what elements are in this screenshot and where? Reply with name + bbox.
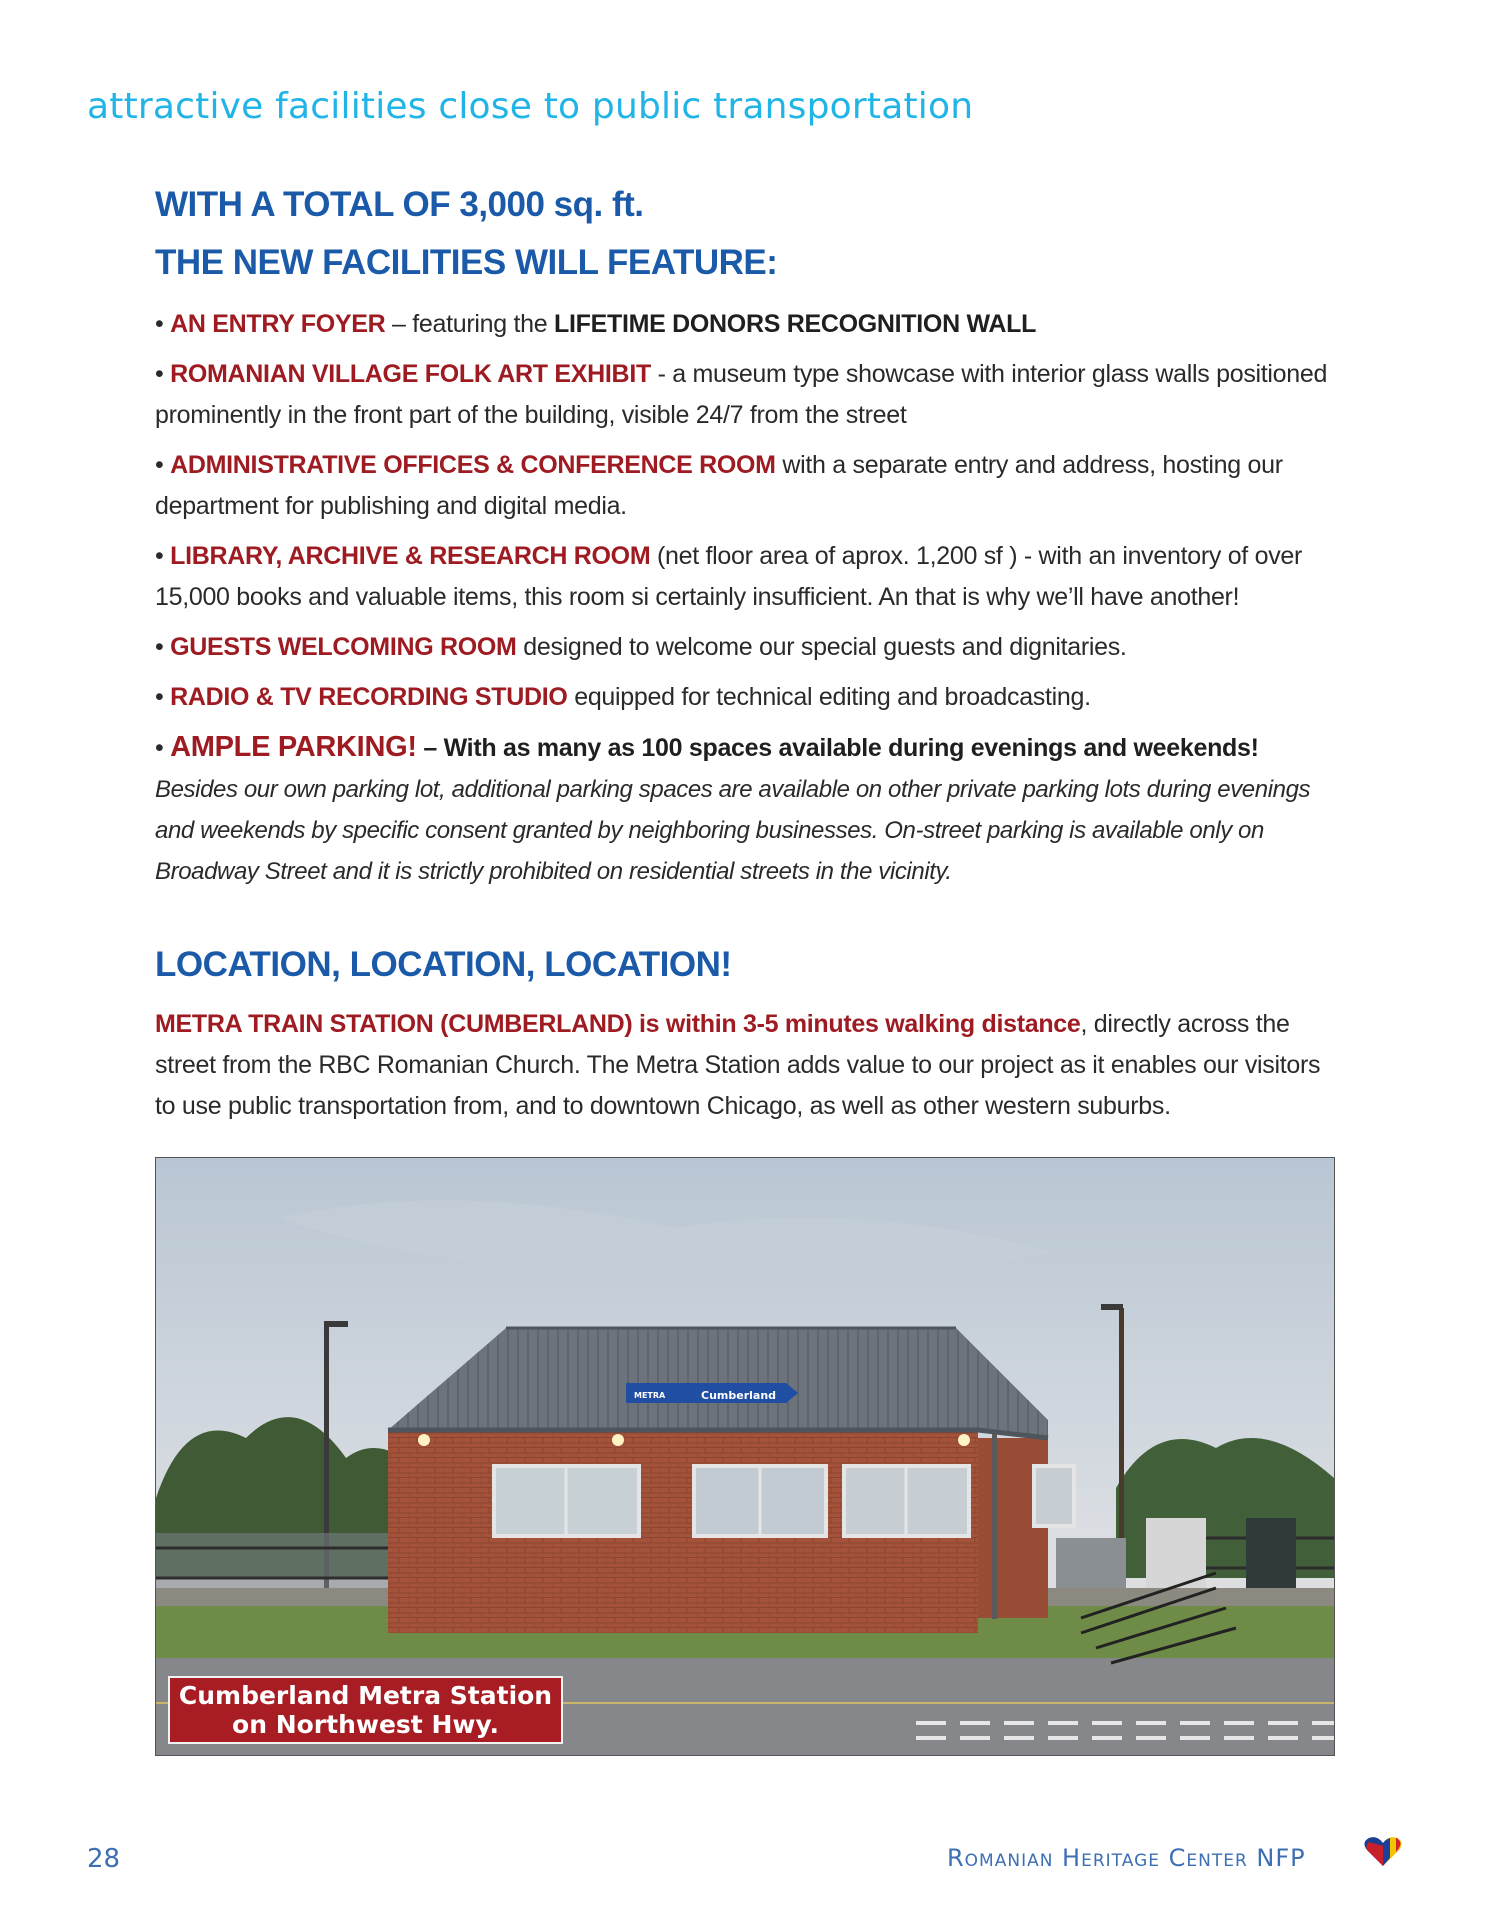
feature-label: AMPLE PARKING!	[170, 731, 417, 763]
feature-item-library: • LIBRARY, ARCHIVE & RESEARCH ROOM (net floor area of aprox. 1,200 sf ) - with an inventory of over 15,000 books and valuable items, this room si certainly insufficient. An that is why we’ll have another!	[155, 542, 1303, 611]
caption-line-1: Cumberland Metra Station	[178, 1681, 553, 1710]
page-tagline: attractive facilities close to public transportation	[87, 86, 974, 127]
feature-label: GUESTS WELCOMING ROOM	[170, 633, 517, 661]
station-sign: Cumberland	[701, 1389, 777, 1402]
feature-item-village: • ROMANIAN VILLAGE FOLK ART EXHIBIT - a museum type showcase with interior glass walls positioned prominently in the front part of the building, visible 24/7 from the street	[155, 360, 1328, 429]
feature-label: LIBRARY, ARCHIVE & RESEARCH ROOM	[170, 542, 651, 570]
location-heading: LOCATION, LOCATION, LOCATION!	[155, 945, 732, 984]
station-photo	[155, 1157, 1335, 1756]
sign-brand: METRA	[634, 1391, 666, 1400]
feature-list	[155, 304, 1335, 892]
heart-flag-icon	[1363, 1836, 1403, 1868]
feature-label: RADIO & TV RECORDING STUDIO	[170, 683, 568, 711]
feature-label: AN ENTRY FOYER	[170, 310, 386, 338]
feature-item-guests: • GUESTS WELCOMING ROOM designed to welcome our special guests and dignitaries.	[155, 633, 1127, 661]
station-illustration	[156, 1158, 1334, 1755]
feature-item-admin: • ADMINISTRATIVE OFFICES & CONFERENCE ROOM with a separate entry and address, hosting our department for publishing and digital media.	[155, 451, 1283, 520]
caption-line-2: on Northwest Hwy.	[232, 1710, 499, 1739]
footer-org-name: Romanian Heritage Center NFP	[947, 1844, 1306, 1872]
main-content	[155, 176, 1335, 1127]
heading-line-1: WITH A TOTAL OF 3,000 sq. ft.	[155, 185, 644, 224]
feature-item-entry: • AN ENTRY FOYER – featuring the LIFETIME DONORS RECOGNITION WALL	[155, 310, 1037, 338]
feature-item-parking: • AMPLE PARKING! – With as many as 100 spaces available during evenings and weekends!	[155, 731, 1259, 763]
feature-item-radio: • RADIO & TV RECORDING STUDIO equipped for technical editing and broadcasting.	[155, 683, 1091, 711]
heading-line-2: THE NEW FACILITIES WILL FEATURE:	[155, 243, 778, 282]
location-paragraph: METRA TRAIN STATION (CUMBERLAND) is within 3-5 minutes walking distance, directly across the street from the RBC Romanian Church. The Metra Station adds value to our project as it enables our visitors to use public transportation from, and to downtown Chicago, as well as other western suburbs.	[155, 1010, 1321, 1120]
parking-note: Besides our own parking lot, additional parking spaces are available on other private parking lots during evenings and weekends by specific consent granted by neighboring businesses. On-street parking is available only on Broadway Street and it is strictly prohibited on residential streets in the vicinity.	[155, 776, 1311, 885]
feature-label: ROMANIAN VILLAGE FOLK ART EXHIBIT	[170, 360, 651, 388]
feature-label: ADMINISTRATIVE OFFICES & CONFERENCE ROOM	[170, 451, 776, 479]
photo-caption	[168, 1676, 563, 1744]
page-number: 28	[87, 1844, 121, 1874]
